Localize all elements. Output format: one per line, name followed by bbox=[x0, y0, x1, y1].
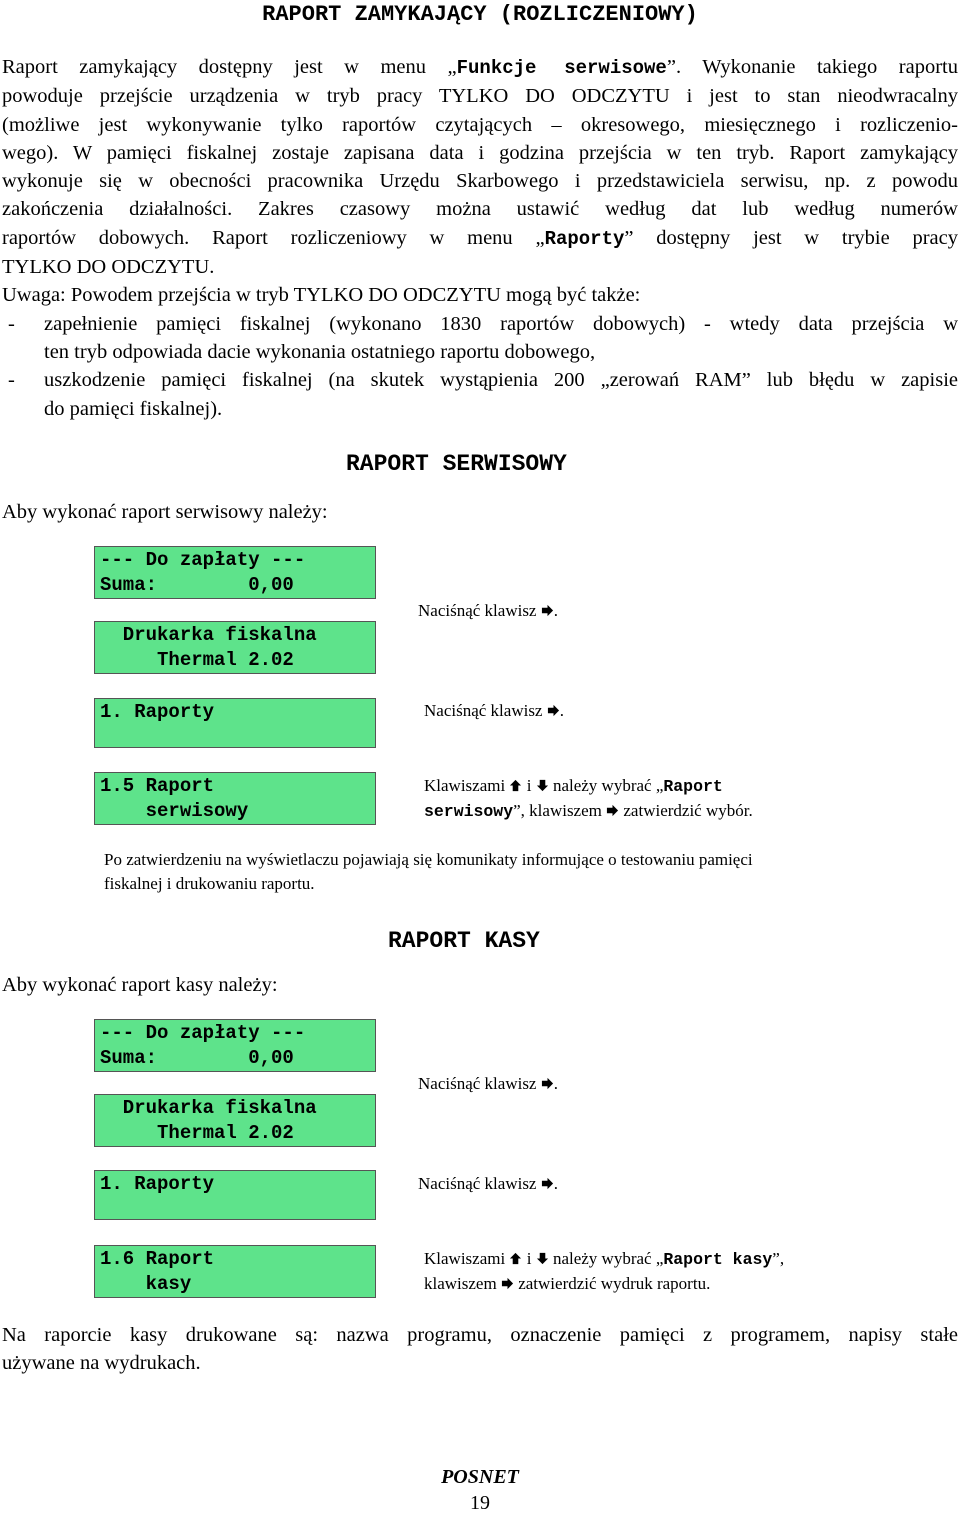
lcd-display: 1.5 Raport serwisowy bbox=[94, 772, 376, 825]
right-arrow-icon bbox=[606, 804, 619, 817]
step-instruction bbox=[424, 1247, 944, 1296]
right-arrow-icon bbox=[547, 704, 560, 717]
text: zapełnienie pamięci fiskalnej (wykonano 1830 raportów dobowych) - wtedy data przejścia w bbox=[44, 312, 958, 335]
text: raportów dobowych. Raport rozliczeniowy w menu „ bbox=[2, 226, 545, 249]
instruction-line bbox=[424, 774, 944, 799]
text: i bbox=[522, 1249, 536, 1268]
lcd-display: Drukarka fiskalna Thermal 2.02 bbox=[94, 1094, 376, 1147]
note-line: fiskalnej i drukowaniu raportu. bbox=[104, 874, 315, 893]
note-line: Po zatwierdzeniu na wyświetlaczu pojawiają się komunikaty informujące o testowaniu pamięci bbox=[104, 850, 753, 869]
text: i bbox=[522, 776, 536, 795]
lcd-display: --- Do zapłaty --- Suma: 0,00 bbox=[94, 546, 376, 599]
text: ”, klawiszem bbox=[513, 801, 607, 820]
text: . bbox=[553, 1174, 558, 1193]
lcd-display: 1.6 Raport kasy bbox=[94, 1245, 376, 1298]
intro-line: wego). W pamięci fiskalnej zostaje zapisana data i godzina przejścia w ten tryb. Raport zamykający bbox=[2, 141, 958, 164]
lcd-display: 1. Raporty bbox=[94, 1170, 376, 1220]
list-dash: - bbox=[8, 369, 15, 392]
footer-brand: POSNET bbox=[441, 1466, 519, 1488]
section-heading-kasa: RAPORT KASY bbox=[388, 928, 540, 954]
info-note bbox=[104, 848, 904, 896]
down-arrow-icon bbox=[536, 779, 549, 792]
text: ten tryb odpowiada dacie wykonania ostatniego raportu dobowego, bbox=[44, 340, 596, 363]
lcd-display: 1. Raporty bbox=[94, 698, 376, 748]
text: zatwierdzić wydruk raportu. bbox=[513, 1274, 711, 1293]
step-instruction bbox=[418, 599, 558, 623]
text: . bbox=[559, 701, 564, 720]
intro-line bbox=[2, 224, 958, 253]
section-intro: Aby wykonać raport serwisowy należy: bbox=[2, 501, 328, 523]
text: Naciśnąć klawisz bbox=[424, 701, 547, 720]
text: ”, bbox=[772, 1249, 785, 1268]
intro-paragraph bbox=[2, 53, 958, 423]
menu-keyword: Raport bbox=[663, 777, 723, 796]
right-arrow-icon bbox=[501, 1277, 514, 1290]
instruction-line bbox=[424, 1247, 944, 1272]
instruction-line bbox=[424, 799, 944, 824]
intro-line bbox=[2, 53, 958, 82]
paragraph-line: Na raporcie kasy drukowane są: nazwa programu, oznaczenie pamięci z programem, napisy stałe bbox=[2, 1324, 958, 1346]
instruction-line bbox=[424, 1272, 944, 1296]
note-line: Uwaga: Powodem przejścia w tryb TYLKO DO ODCZYTU mogą być także: bbox=[2, 284, 641, 307]
text: Naciśnąć klawisz bbox=[418, 601, 541, 620]
intro-line: powoduje przejście urządzenia w tryb pracy TYLKO DO ODCZYTU i jest to stan nieodwracalny bbox=[2, 85, 958, 108]
closing-paragraph bbox=[2, 1321, 958, 1378]
text: . bbox=[553, 1074, 558, 1093]
text: Klawiszami bbox=[424, 776, 510, 795]
intro-line: zakończenia działalności. Zakres czasowy można ustawić według dat lub według numerów bbox=[2, 198, 958, 221]
list-item bbox=[2, 366, 958, 423]
right-arrow-icon bbox=[541, 604, 554, 617]
text: klawiszem bbox=[424, 1274, 501, 1293]
step-instruction bbox=[418, 1072, 558, 1096]
text: należy wybrać „ bbox=[548, 776, 664, 795]
page-title: RAPORT ZAMYKAJĄCY (ROZLICZENIOWY) bbox=[262, 2, 698, 27]
text: Klawiszami bbox=[424, 1249, 510, 1268]
text: Raport zamykający dostępny jest w menu „ bbox=[2, 56, 457, 78]
text: należy wybrać „ bbox=[548, 1249, 664, 1268]
text: . bbox=[553, 601, 558, 620]
step-instruction bbox=[418, 1172, 558, 1196]
text: uszkodzenie pamięci fiskalnej (na skutek wystąpienia 200 „zerowań RAM” lub błędu w zapisie bbox=[44, 369, 958, 392]
intro-line: wykonuje się w obecności pracownika Urzędu Skarbowego i przedstawiciela serwisu, np. z powodu bbox=[2, 170, 958, 193]
menu-keyword: Raport kasy bbox=[663, 1250, 773, 1269]
intro-line: TYLKO DO ODCZYTU. bbox=[2, 256, 215, 279]
up-arrow-icon bbox=[509, 1252, 522, 1265]
lcd-display: Drukarka fiskalna Thermal 2.02 bbox=[94, 621, 376, 674]
paragraph-line: używane na wydrukach. bbox=[2, 1352, 201, 1375]
page-number: 19 bbox=[470, 1492, 490, 1514]
menu-keyword: Raporty bbox=[544, 227, 625, 250]
right-arrow-icon bbox=[541, 1177, 554, 1190]
intro-line: (możliwe jest wykonywanie tylko raportów czytających – okresowego, miesięcznego i rozliczenio- bbox=[2, 113, 958, 136]
step-instruction bbox=[424, 774, 944, 824]
list-text bbox=[44, 366, 958, 423]
text: Naciśnąć klawisz bbox=[418, 1074, 541, 1093]
down-arrow-icon bbox=[536, 1252, 549, 1265]
list-text bbox=[44, 310, 958, 367]
menu-keyword: serwisowy bbox=[424, 802, 514, 821]
text: zatwierdzić wybór. bbox=[619, 801, 753, 820]
right-arrow-icon bbox=[541, 1077, 554, 1090]
text: ” dostępny jest w trybie pracy bbox=[624, 226, 959, 249]
section-intro: Aby wykonać raport kasy należy: bbox=[2, 974, 278, 996]
text: do pamięci fiskalnej). bbox=[44, 397, 223, 420]
lcd-display: --- Do zapłaty --- Suma: 0,00 bbox=[94, 1019, 376, 1072]
section-heading-serwis: RAPORT SERWISOWY bbox=[346, 451, 567, 477]
step-instruction bbox=[424, 699, 564, 723]
text: ”. Wykonanie takiego raportu bbox=[666, 56, 958, 78]
menu-keyword: Funkcje serwisowe bbox=[456, 57, 667, 79]
up-arrow-icon bbox=[509, 779, 522, 792]
text: Naciśnąć klawisz bbox=[418, 1174, 541, 1193]
list-dash: - bbox=[8, 312, 15, 335]
list-item bbox=[2, 310, 958, 367]
